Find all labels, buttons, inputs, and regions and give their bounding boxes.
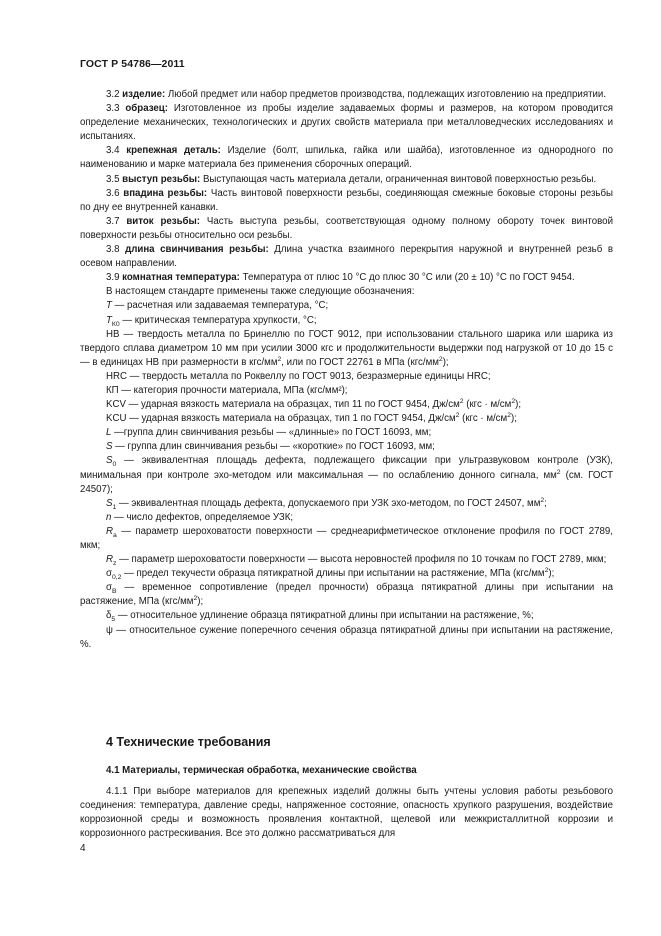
symbol-psi: ψ — относительное сужение поперечного сечения образца пятикратной длины при испытании на растяжение, %. — [80, 624, 613, 650]
symbol-hrc: HRC — твердость металла по Роквеллу по ГОСТ 9013, безразмерные единицы HRC; — [106, 370, 491, 382]
symbol-t: T — расчетная или задаваемая температура, °С; — [106, 300, 329, 312]
symbol-rz: $R_z$ — параметр шероховатости поверхности — высота неровностей профиля по 10 точкам по ГОСТ 2789, мкм; — [106, 554, 607, 568]
definition-3-3: 3.3 образец: Изготовленное из пробы изделие задаваемых формы и размеров, на котором проводится определение механических, технологических и других свойств материала при металловедческих исследованиях и испытаниях. — [80, 103, 613, 143]
paragraph-block — [80, 785, 613, 841]
symbol-kcu: KCU — ударная вязкость материала на образцах, тип 1 по ГОСТ 9454, $Дж/см^2$ $(кгс \cdot м/см^2)$; — [106, 411, 517, 425]
definition-3-6: 3.6 впадина резьбы: Часть винтовой поверхности резьбы, соединяющая смежные боковые стороны резьбы по дну ее внутренней канавки. — [80, 187, 613, 213]
symbol-delta-5: $\delta_5$ — относительное удлинение образца пятикратной длины при испытании на растяжение, %; — [106, 610, 534, 624]
definition-3-5: 3.5 выступ резьбы: Выступающая часть материала детали, ограниченная винтовой поверхностью резьбы. — [106, 173, 597, 185]
symbol-s0: $S_0$ — эквивалентная площадь дефекта, подлежащего фиксации при ультразвуковом контроле (УЗК), минимальная при контроле эхо-методом или максимальная — по ослаблению донного сигнала, $мм^2$ (см. ГОСТ 24507); — [80, 455, 613, 495]
document-header: ГОСТ Р 54786—2011 — [80, 58, 185, 70]
definition-3-8: 3.8 длина свинчивания резьбы: Длина участка взаимного перекрытия наружной и внутренней резьб в осевом направлении. — [80, 244, 614, 270]
paragraph-4-1-1: 4.1.1 При выборе материалов для крепежных изделий должны быть учтены условия работы резьбового соединения: температура, давление среды, напряженное состояние, опасность хрупкого разрушения, воздействие коррозионной среды и возможность проявления контактной, щелевой или межкристаллитной коррозии и коррозионного растрескивания. Все это должно рассматриваться для — [80, 786, 613, 840]
symbol-sigma-02: $\sigma_{0,2}$ — предел текучести образца пятикратной длины при испытании на растяжение, МПа $(кгс/мм^2)$; — [106, 566, 555, 582]
symbols-intro: В настоящем стандарте применены также следующие обозначения: — [106, 286, 415, 298]
symbol-sigma-b: $\sigma_В$ — временное сопротивление (предел прочности) образца пятикратной длины при испытании на растяжение, МПа $(кгс/мм^2)$; — [80, 582, 613, 608]
definition-3-4: 3.4 крепежная деталь: Изделие (болт, шпилька, гайка или шайба), изготовленное из однородного по наименованию и марке материала без применения сборочных операций. — [80, 145, 613, 171]
symbol-hb: НВ — твердость металла по Бринеллю по ГОСТ 9012, при использовании стального шарика или шарика из твердого сплава диаметром 10 мм при усилии 3000 кгс и продолжительности выдержки под нагрузкой от 10 до 15 с — в единицах НВ при размерности в кгс/$мм^2$, или по ГОСТ 22761 в МПа $(кгс/мм^2)$; — [80, 328, 613, 368]
symbol-kp: КП — категория прочности материала, МПа (кгс/мм²); — [106, 384, 348, 396]
definition-3-2: 3.2 изделие: Любой предмет или набор предметов производства, подлежащих изготовлению на предприятии. — [106, 89, 607, 100]
definition-3-7: 3.7 виток резьбы: Часть выступа резьбы, соответствующая одному полному обороту точек винтовой поверхности резьбы относительно оси резьбы. — [80, 215, 613, 241]
section-title: 4 Технические требования — [106, 735, 271, 749]
symbol-tk0: $T_{К0}$ — критическая температура хрупкости, °С; — [106, 314, 317, 328]
symbol-n: n — число дефектов, определяемое УЗК; — [106, 511, 294, 523]
symbol-ra: $R_a$ — параметр шероховатости поверхности — среднеарифметическое отклонение профиля по ГОСТ 2789, мкм; — [80, 525, 613, 551]
symbol-s: S — группа длин свинчивания резьбы — «короткие» по ГОСТ 16093, мм; — [106, 441, 435, 453]
definition-3-9: 3.9 комнатная температура: Температура от плюс 10 °С до плюс 30 °С или (20 ± 10) °С по ГОСТ 9454. — [106, 272, 575, 284]
symbol-kcv: KCV — ударная вязкость материала на образцах, тип 11 по ГОСТ 9454, $Дж/см^2$ $(кгс \cdot м/см^2)$; — [106, 397, 522, 411]
symbol-l: L —группа длин свинчивания резьбы — «длинные» по ГОСТ 16093, мм; — [106, 427, 432, 439]
page-number: 4 — [80, 843, 86, 854]
subsection-title: 4.1 Материалы, термическая обработка, механические свойства — [106, 765, 417, 776]
definitions-block — [80, 88, 613, 652]
symbol-s1: $S_1$ — эквивалентная площадь дефекта, допускаемого при УЗК эхо-методом, по ГОСТ 24507, $мм^2$; — [106, 496, 547, 511]
